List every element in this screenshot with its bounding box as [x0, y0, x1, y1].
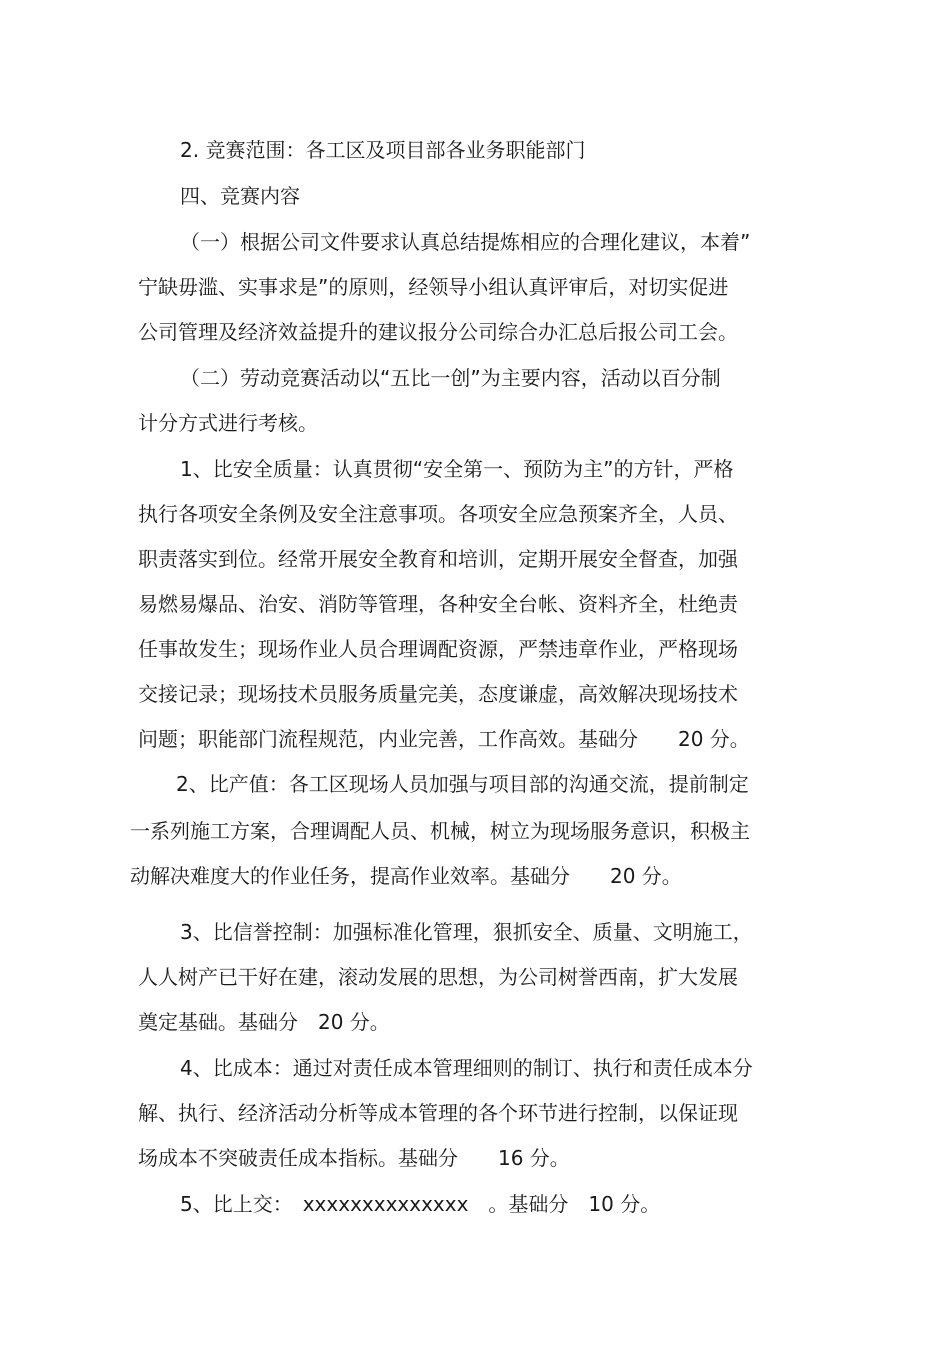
paragraph-line: 5、比上交： xxxxxxxxxxxxxx 。基础分 10 分。 — [180, 1192, 661, 1216]
paragraph-line: 任事故发生；现场作业人员合理调配资源，严禁违章作业，严格现场 — [138, 637, 738, 661]
paragraph-line: 一系列施工方案，合理调配人员、机械，树立为现场服务意识，积极主 — [130, 819, 750, 843]
paragraph-line: （二）劳动竞赛活动以“五比一创”为主要内容，活动以百分制 — [180, 366, 721, 390]
paragraph-line: 1、比安全质量：认真贯彻“安全第一、预防为主”的方针，严格 — [180, 457, 734, 481]
paragraph-line: （一）根据公司文件要求认真总结提炼相应的合理化建议，本着” — [180, 230, 751, 254]
paragraph-line: 动解决难度大的作业任务，提高作业效率。基础分 20 分。 — [130, 864, 682, 888]
paragraph-line: 易燃易爆品、治安、消防等管理，各种安全台帐、资料齐全，杜绝责 — [138, 592, 738, 616]
paragraph-line: 人人树产已干好在建，滚动发展的思想，为公司树誉西南，扩大发展 — [138, 965, 738, 989]
paragraph-line: 问题；职能部门流程规范，内业完善，工作高效。基础分 20 分。 — [138, 727, 750, 751]
paragraph-line: 计分方式进行考核。 — [138, 411, 318, 435]
paragraph-line: 4、比成本：通过对责任成本管理细则的制订、执行和责任成本分 — [180, 1056, 753, 1080]
paragraph-line: 3、比信誉控制：加强标准化管理，狠抓安全、质量、文明施工， — [180, 920, 753, 944]
paragraph-line: 公司管理及经济效益提升的建议报分公司综合办汇总后报公司工会。 — [138, 320, 738, 344]
paragraph-line: 奠定基础。基础分 20 分。 — [138, 1010, 390, 1034]
section-heading: 四、竞赛内容 — [180, 184, 300, 208]
paragraph-line: 宁缺毋滥、实事求是”的原则，经领导小组认真评审后，对切实促进 — [138, 275, 729, 299]
scope-line: 2. 竞赛范围：各工区及项目部各业务职能部门 — [180, 138, 586, 162]
paragraph-line: 解、执行、经济活动分析等成本管理的各个环节进行控制，以保证现 — [138, 1101, 738, 1125]
paragraph-line: 职责落实到位。经常开展安全教育和培训，定期开展安全督查，加强 — [138, 547, 738, 571]
paragraph-line: 2、比产值：各工区现场人员加强与项目部的沟通交流，提前制定 — [176, 772, 749, 796]
paragraph-line: 场成本不突破责任成本指标。基础分 16 分。 — [138, 1146, 570, 1170]
paragraph-line: 交接记录；现场技术员服务质量完美，态度谦虚，高效解决现场技术 — [138, 682, 738, 706]
paragraph-line: 执行各项安全条例及安全注意事项。各项安全应急预案齐全，人员、 — [138, 502, 738, 526]
